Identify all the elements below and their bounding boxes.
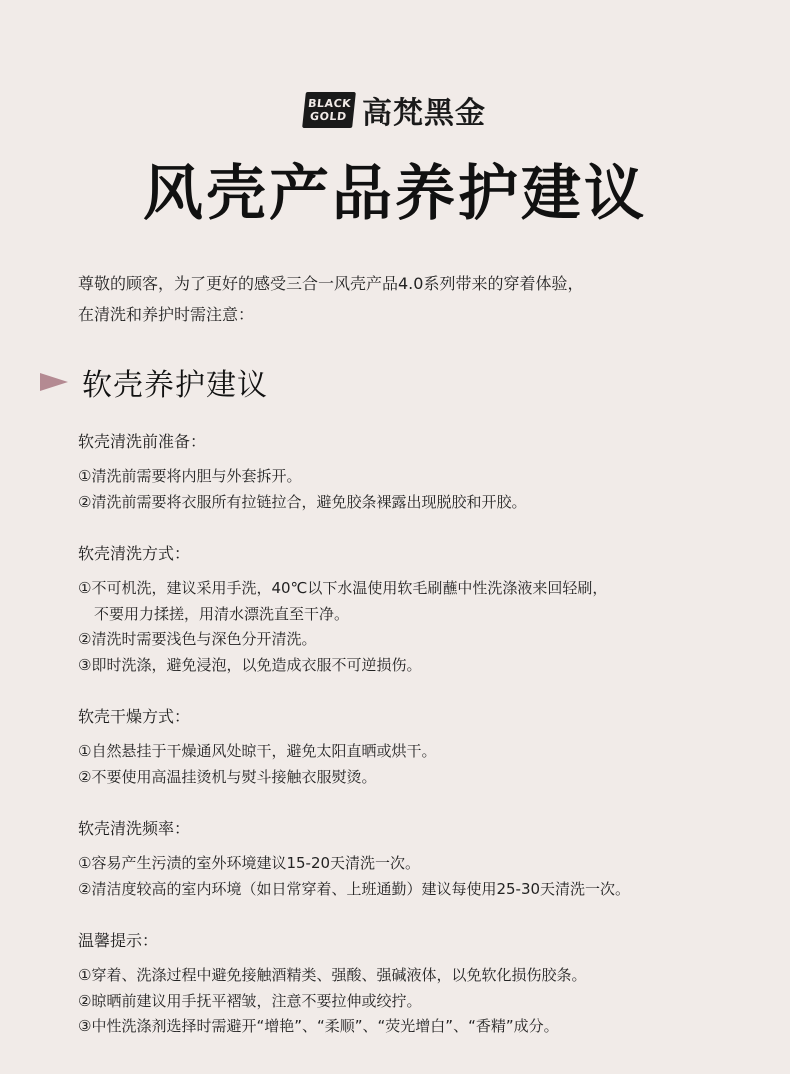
logo-text-line2: GOLD: [309, 110, 348, 123]
list-item-continuation: 不要用力揉搓，用清水漂洗直至干净。: [94, 604, 350, 623]
care-instructions: [78, 428, 778, 1065]
brand-name: 高梵黑金: [362, 96, 486, 131]
page-title: 风壳产品养护建议: [143, 159, 647, 229]
group-heading: 软壳清洗频率：: [78, 819, 191, 838]
list-item: ①不可机洗，建议采用手洗，40℃以下水温使用软毛刷蘸中性洗涤液来回轻刷，: [78, 579, 608, 597]
group-heading: 温馨提示：: [78, 931, 159, 950]
brand-header: [0, 88, 790, 132]
intro-text: [78, 268, 758, 330]
list-item: ②清洗前需要将衣服所有拉链拉合，避免胶条裸露出现脱胶和开胶。: [78, 492, 527, 511]
list-item: ①容易产生污渍的室外环境建议15-20天清洗一次。: [78, 854, 421, 872]
group-heading: 软壳清洗前准备：: [78, 432, 207, 451]
group-heading: 软壳清洗方式：: [78, 544, 191, 563]
section-title: 软壳养护建议: [82, 368, 268, 403]
group-wash-frequency: [78, 815, 778, 902]
list-item: ①清洗前需要将内胆与外套拆开。: [78, 467, 302, 485]
list-item: ②不要使用高温挂烫机与熨斗接触衣服熨烫。: [78, 767, 377, 786]
list-item: ①穿着、洗涤过程中避免接触酒精类、强酸、强碱液体，以免软化损伤胶条。: [78, 966, 587, 984]
list-item: ②晾晒前建议用手抚平褶皱，注意不要拉伸或绞拧。: [78, 991, 422, 1010]
list-item: ①自然悬挂于干燥通风处晾干，避免太阳直晒或烘干。: [78, 742, 437, 760]
black-gold-logo: [302, 92, 356, 128]
group-pre-wash: [78, 428, 778, 515]
logo-text-line1: BLACK: [307, 97, 352, 110]
group-heading: 软壳干燥方式：: [78, 707, 191, 726]
group-wash-method: [78, 540, 778, 678]
list-item: ③即时洗涤，避免浸泡，以免造成衣服不可逆损伤。: [78, 655, 422, 674]
intro-line-2: 在清洗和养护时需注意：: [78, 305, 255, 324]
list-item: ②清洁度较高的室内环境（如日常穿着、上班通勤）建议每使用25-30天清洗一次。: [78, 879, 631, 898]
list-item: ③中性洗涤剂选择时需避开“增艳”、“柔顺”、“荧光增白”、“香精”成分。: [78, 1017, 559, 1035]
group-tips: [78, 927, 778, 1040]
triangle-marker-icon: [40, 373, 68, 391]
section-header: [40, 360, 268, 404]
group-drying-method: [78, 703, 778, 790]
intro-line-1: 尊敬的顾客，为了更好的感受三合一风壳产品4.0系列带来的穿着体验，: [78, 274, 584, 293]
list-item: ②清洗时需要浅色与深色分开清洗。: [78, 630, 317, 648]
